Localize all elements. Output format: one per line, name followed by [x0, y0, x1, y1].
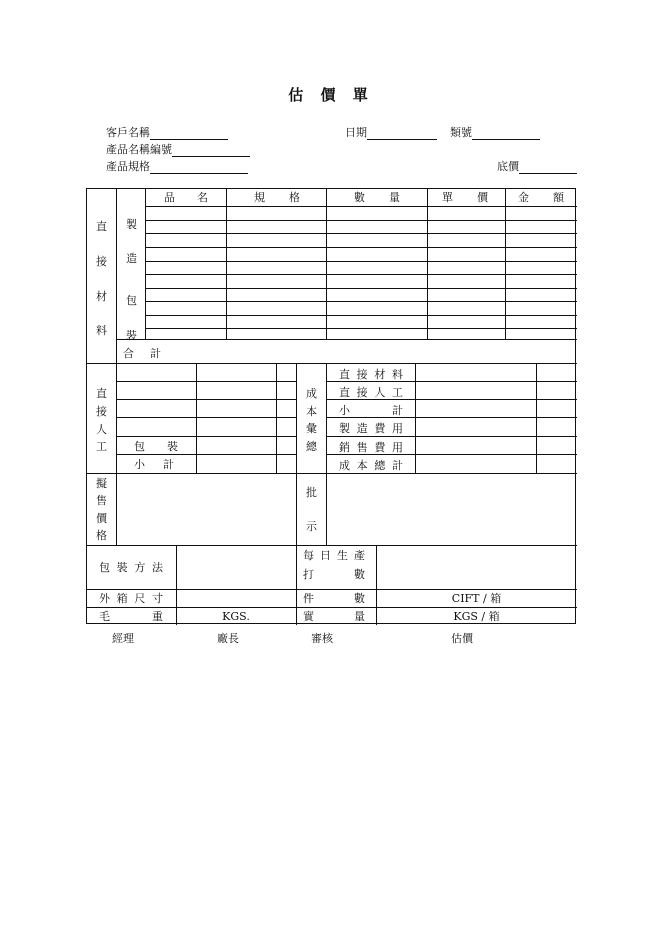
base-price-line[interactable] [519, 162, 577, 174]
type-no-line[interactable] [472, 128, 540, 140]
labor-subtotal-label: 小 計 [134, 458, 174, 471]
col-header-unit-price: 單 價 [442, 191, 488, 204]
customer-name-line[interactable] [150, 128, 228, 140]
direct-labor-char-3: 人 [96, 423, 107, 436]
direct-material-char-3: 材 [96, 290, 107, 303]
carton-size-label: 外 箱 尺 寸 [99, 592, 163, 605]
gross-weight-label: 毛 重 [99, 610, 163, 623]
cost-summary-char-4: 總 [306, 440, 317, 453]
page-title: 估 價 單 [288, 86, 374, 104]
factory-head-label: 廠長 [217, 632, 239, 645]
direct-material-char-4: 料 [96, 324, 107, 337]
cost-item-selling-expense: 銷 售 費 用 [339, 441, 403, 454]
base-price-field [497, 158, 577, 174]
date-label: 日期 [345, 126, 367, 139]
product-spec-field [106, 158, 248, 174]
proposed-price-char-4: 格 [96, 529, 107, 542]
col-header-product-name: 品 名 [164, 191, 208, 204]
cost-summary-char-3: 彙 [306, 422, 317, 435]
manufacture-char-2: 造 [126, 252, 137, 265]
cost-item-direct-material: 直 接 材 料 [339, 368, 403, 381]
cost-summary-char-2: 本 [306, 405, 317, 418]
proposed-price-char-2: 售 [96, 494, 107, 507]
product-spec-label: 產品規格 [106, 160, 150, 173]
estimate-form [86, 188, 576, 624]
estimate-label: 估價 [451, 632, 473, 645]
direct-material-char-1: 直 [96, 220, 107, 233]
customer-name-field [106, 124, 228, 140]
product-spec-line[interactable] [150, 162, 248, 174]
customer-name-label: 客戶名稱 [106, 126, 150, 139]
packaging-char-2: 裝 [126, 329, 137, 342]
review-label: 審核 [311, 632, 333, 645]
approval-char-1: 批 [306, 486, 317, 499]
cost-summary-char-1: 成 [306, 387, 317, 400]
product-code-line[interactable] [172, 145, 250, 157]
pieces-label: 件 數 [303, 592, 365, 605]
approval-char-2: 示 [306, 520, 317, 533]
proposed-price-char-3: 價 [96, 512, 107, 525]
proposed-price-char-1: 擬 [96, 477, 107, 490]
col-header-quantity: 數 量 [354, 191, 400, 204]
base-price-label: 底價 [497, 160, 519, 173]
labor-packaging-label: 包 裝 [134, 440, 178, 453]
kgs-unit-label: KGS. [222, 610, 250, 623]
kgs-per-carton: KGS / 箱 [453, 610, 500, 623]
type-no-field [450, 124, 540, 140]
product-code-label: 產品名稱編號 [106, 143, 172, 156]
col-header-spec: 規 格 [254, 191, 300, 204]
actual-qty-label: 實 量 [303, 610, 365, 623]
manufacture-char-1: 製 [126, 218, 137, 231]
date-field [345, 124, 437, 140]
packing-method-label: 包 裝 方 法 [99, 561, 163, 574]
direct-material-char-2: 接 [96, 255, 107, 268]
type-no-label: 類號 [450, 126, 472, 139]
col-header-amount: 金 額 [518, 191, 564, 204]
packaging-char-1: 包 [126, 294, 137, 307]
cost-item-manufacturing-expense: 製 造 費 用 [339, 422, 403, 435]
cost-item-direct-labor: 直 接 人 工 [339, 386, 403, 399]
direct-labor-char-1: 直 [96, 387, 107, 400]
product-code-field [106, 141, 250, 157]
daily-count-label: 打 數 [303, 568, 365, 581]
daily-production-label: 每 日 生 產 [303, 549, 365, 562]
manager-label: 經理 [112, 632, 134, 645]
direct-labor-char-2: 接 [96, 405, 107, 418]
date-line[interactable] [367, 128, 437, 140]
direct-labor-char-4: 工 [96, 440, 107, 453]
cost-item-total-cost: 成 本 總 計 [339, 459, 403, 472]
material-subtotal-label: 合 計 [123, 347, 161, 360]
cift-unit: CIFT / 箱 [451, 592, 502, 605]
cost-item-subtotal: 小 計 [339, 404, 403, 417]
